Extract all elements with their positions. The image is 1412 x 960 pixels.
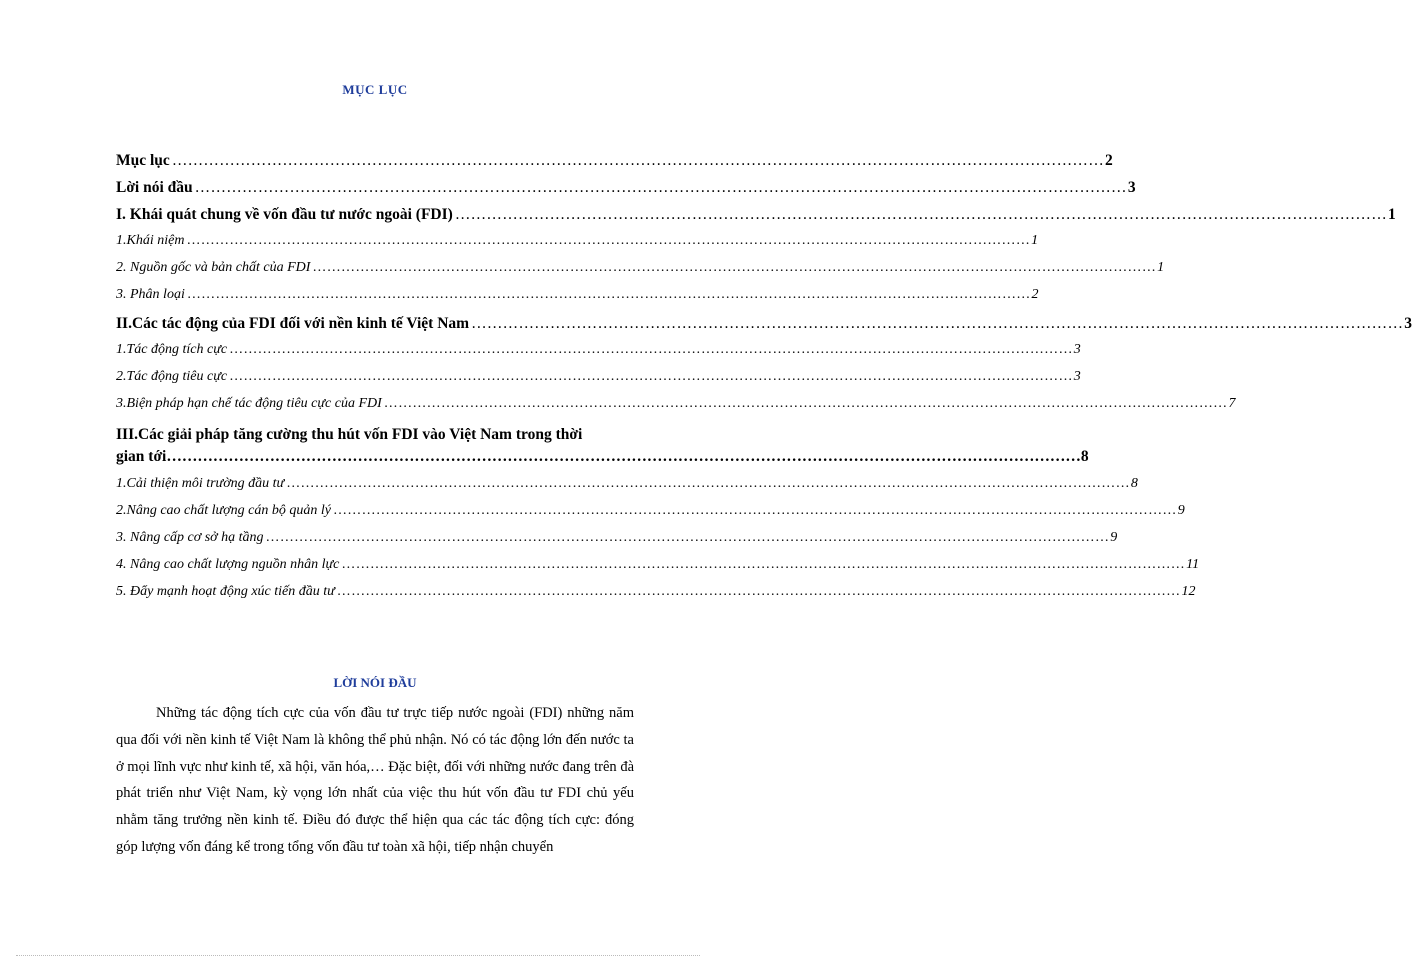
toc-entry[interactable] (116, 206, 1396, 233)
toc-entry[interactable] (116, 287, 1039, 314)
toc-entry-label: 2. Nguồn gốc và bản chất của FDI (116, 260, 311, 276)
toc-leader-dots: …………………………………………………………………………………………………………………………………………………………… (312, 260, 1157, 276)
toc-entry-page: 3 (1127, 179, 1136, 197)
toc-leader-dots: …………………………………………………………………………………………………………………………………………………………… (336, 583, 1181, 599)
toc-entry-page: 7 (1228, 395, 1236, 411)
toc-entry-page: 2 (1105, 152, 1113, 169)
toc-leader-dots: …………………………………………………………………………………………………………………………………………………………… (171, 152, 1105, 169)
toc-entry-label-cont: gian tới (116, 448, 167, 466)
toc-entry-label: 1.Cải thiện môi trường đầu tư (116, 475, 285, 491)
toc-leader-dots: …………………………………………………………………………………………………………………………………………………………… (454, 206, 1388, 224)
toc-entry[interactable] (116, 179, 1136, 206)
toc-leader-dots: …………………………………………………………………………………………………………………………………………………………… (186, 287, 1031, 303)
toc-leader-dots: …………………………………………………………………………………………………………………………………………………………… (186, 233, 1031, 249)
toc-leader-dots: …………………………………………………………………………………………………………………………………………………………… (341, 556, 1186, 572)
toc-entry-label: 2.Nâng cao chất lượng cán bộ quản lý (116, 502, 331, 518)
toc-entry-label: Lời nói đầu (116, 179, 193, 197)
toc-entry-label: 1.Khái niệm (116, 233, 185, 249)
toc-entry[interactable] (116, 233, 1039, 260)
toc-entry-label: II.Các tác động của FDI đối với nền kinh tế Việt Nam (116, 314, 470, 332)
toc-entry[interactable] (116, 395, 1236, 423)
intro-title: LỜI NÓI ĐẦU (333, 675, 417, 690)
toc-leader-dots: …………………………………………………………………………………………………………………………………………………………… (229, 341, 1073, 357)
toc-entry-page: 12 (1181, 583, 1196, 599)
toc-entry-label: I. Khái quát chung về vốn đầu tư nước ngoài (FDI) (116, 206, 453, 224)
toc-entry-page: 3 (1073, 368, 1081, 384)
toc-entry[interactable] (116, 421, 1089, 476)
toc-entry-page: 1 (1388, 206, 1396, 224)
intro-paragraph-text: Những tác động tích cực của vốn đầu tư trực tiếp nước ngoài (FDI) những năm qua đối với nền kinh tế Việt Nam là không thể phủ nhận. Nó có tác động lớn đến nước ta ở mọi lĩnh vực như kinh tế, xã hội, văn hóa,… Đặc biệt, đối với những nước đang trên đà phát triển như Việt Nam, kỳ vọng lớn nhất của việc thu hút vốn đầu tư FDI chủ yếu nhằm tăng trưởng nền kinh tế. Điều đó được thể hiện qua các tác động tích cực: đóng góp lượng vốn đáng kể trong tổng vốn đầu tư toàn xã hội, tiếp nhận chuyển (116, 705, 634, 855)
toc-entry-page: 3 (1404, 314, 1412, 332)
toc-entry-page: 8 (1080, 448, 1089, 466)
page-bottom-border (16, 955, 700, 956)
toc-leader-dots: …………………………………………………………………………………………………………………………………………………………… (194, 179, 1127, 197)
toc-leader-dots: …………………………………………………………………………………………………………………………………………………………… (265, 529, 1110, 545)
toc-title: MỤC LỤC (342, 82, 408, 97)
toc-entry[interactable] (116, 556, 1200, 584)
toc-entry-label: 1.Tác động tích cực (116, 341, 228, 357)
toc-entry-label: 2.Tác động tiêu cực (116, 368, 228, 384)
toc-leader-dots: …………………………………………………………………………………………………………………………………………………………… (166, 448, 1081, 466)
table-of-contents (116, 152, 1412, 611)
toc-leader-dots: …………………………………………………………………………………………………………………………………………………………… (229, 368, 1073, 384)
toc-entry-label: 3. Nâng cấp cơ sở hạ tầng (116, 529, 264, 545)
toc-leader-dots: …………………………………………………………………………………………………………………………………………………………… (332, 502, 1177, 518)
toc-entry-page: 1 (1157, 260, 1165, 276)
toc-entry-page: 1 (1031, 233, 1039, 249)
toc-entry-page: 2 (1031, 287, 1039, 303)
toc-entry-label: 3.Biện pháp hạn chế tác động tiêu cực của FDI (116, 395, 382, 411)
toc-entry-continuation (116, 448, 1089, 475)
toc-entry-page: 9 (1177, 502, 1185, 518)
toc-leader-dots: …………………………………………………………………………………………………………………………………………………………… (286, 475, 1130, 491)
toc-leader-dots: …………………………………………………………………………………………………………………………………………………………… (383, 395, 1228, 411)
toc-entry[interactable] (116, 475, 1138, 503)
toc-entry[interactable] (116, 368, 1081, 396)
toc-entry-page: 9 (1110, 529, 1118, 545)
toc-leader-dots: …………………………………………………………………………………………………………………………………………………………… (471, 314, 1404, 332)
toc-entry-label: 5. Đẩy mạnh hoạt động xúc tiến đầu tư (116, 583, 335, 599)
toc-entry-label: 3. Phân loại (116, 287, 185, 303)
intro-paragraph (116, 700, 634, 861)
toc-entry[interactable] (116, 583, 1196, 611)
toc-entry[interactable] (116, 260, 1165, 287)
toc-entry-label: Mục lục (116, 152, 170, 169)
toc-entry-page: 3 (1073, 341, 1081, 357)
toc-entry[interactable] (116, 529, 1118, 557)
toc-entry[interactable] (116, 152, 1113, 179)
toc-entry[interactable] (116, 314, 1412, 342)
toc-entry[interactable] (116, 502, 1185, 530)
toc-entry[interactable] (116, 341, 1081, 369)
toc-entry-page: 11 (1186, 556, 1200, 572)
toc-entry-page: 8 (1130, 475, 1138, 491)
toc-entry-label: 4. Nâng cao chất lượng nguồn nhân lực (116, 556, 340, 572)
toc-entry-label: III.Các giải pháp tăng cường thu hút vốn FDI vào Việt Nam trong thời (116, 425, 583, 443)
